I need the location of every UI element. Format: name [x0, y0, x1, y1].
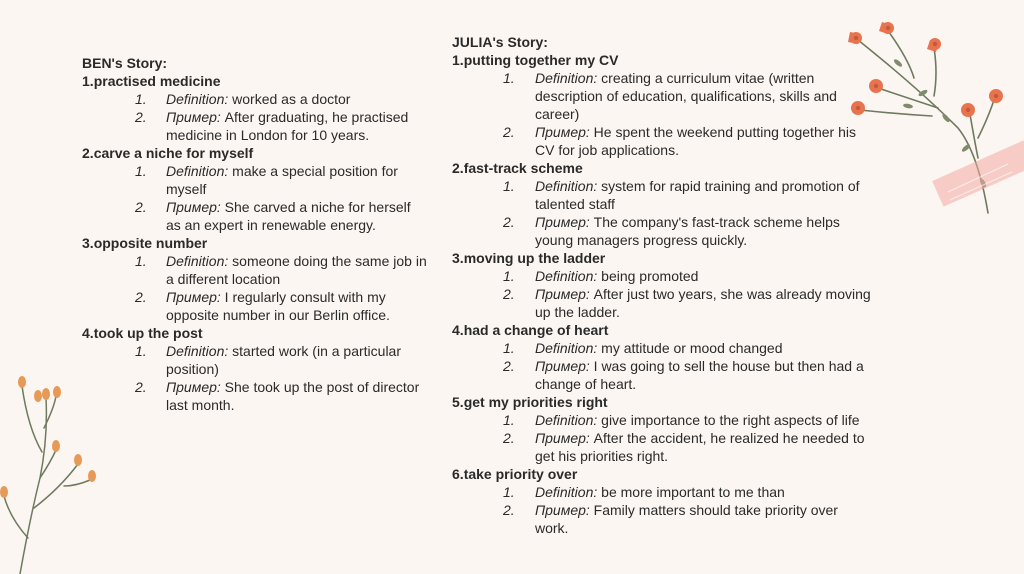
term-entry: [452, 51, 872, 159]
definition-item: [82, 342, 427, 378]
definition-item: [82, 252, 427, 288]
item-text: The company's fast-track scheme helps young managers progress quickly.: [535, 214, 840, 248]
item-number: 2.: [503, 286, 515, 302]
item-label: Definition:: [535, 178, 598, 194]
item-text: He spent the weekend putting together his CV for job applications.: [535, 124, 856, 158]
term-entry: [452, 159, 872, 249]
item-number: 2.: [135, 289, 147, 305]
item-text: someone doing the same job in a different location: [166, 253, 427, 287]
term-heading: practised medicine: [93, 73, 221, 89]
item-label: Пример:: [535, 358, 590, 374]
item-text: creating a curriculum vitae (written description of education, qualifications, skills and career): [535, 70, 837, 122]
item-label: Definition:: [166, 91, 229, 107]
item-label: Definition:: [166, 253, 229, 269]
item-text: my attitude or mood changed: [597, 340, 783, 356]
item-text: worked as a doctor: [228, 91, 351, 107]
term-number: 1.: [82, 73, 94, 89]
item-label: Пример:: [535, 124, 590, 140]
term-number: 2.: [82, 145, 94, 161]
item-text: started work (in a particular position): [166, 343, 401, 377]
item-number: 1.: [503, 268, 515, 284]
julia-story-column: [452, 33, 872, 537]
term-entry: [82, 144, 427, 234]
item-text: make a special position for myself: [166, 163, 398, 197]
term-number: 2.: [452, 160, 464, 176]
item-number: 1.: [503, 412, 515, 428]
item-number: 1.: [503, 70, 515, 86]
item-label: Пример:: [166, 379, 221, 395]
item-number: 1.: [135, 91, 147, 107]
item-text: After the accident, he realized he needed to get his priorities right.: [535, 430, 865, 464]
term-heading: putting together my CV: [463, 52, 619, 68]
definition-item: [452, 339, 872, 357]
example-item: [82, 198, 427, 234]
definition-item: [452, 177, 872, 213]
definition-item: [82, 162, 427, 198]
item-number: 1.: [503, 178, 515, 194]
term-number: 3.: [452, 250, 464, 266]
item-text: After graduating, he practised medicine in London for 10 years.: [166, 109, 409, 143]
example-item: [452, 357, 872, 393]
item-text: be more important to me than: [597, 484, 785, 500]
item-number: 1.: [503, 484, 515, 500]
item-text: I was going to sell the house but then had a change of heart.: [535, 358, 864, 392]
term-heading: opposite number: [93, 235, 208, 251]
item-label: Definition:: [535, 484, 598, 500]
term-heading: get my priorities right: [463, 394, 608, 410]
definition-item: [452, 483, 872, 501]
item-number: 1.: [135, 253, 147, 269]
item-label: Пример:: [535, 286, 590, 302]
example-item: [82, 288, 427, 324]
item-number: 2.: [503, 430, 515, 446]
story-title: BEN's Story:: [82, 55, 168, 71]
example-item: [452, 501, 872, 537]
term-number: 4.: [82, 325, 94, 341]
item-number: 2.: [503, 214, 515, 230]
example-item: [452, 213, 872, 249]
example-item: [82, 378, 427, 414]
term-entry: [82, 234, 427, 324]
item-text: She carved a niche for herself as an expert in renewable energy.: [166, 199, 411, 233]
example-item: [82, 108, 427, 144]
item-label: Definition:: [166, 343, 229, 359]
item-number: 2.: [135, 379, 147, 395]
example-item: [452, 429, 872, 465]
item-text: I regularly consult with my opposite number in our Berlin office.: [166, 289, 390, 323]
item-label: Пример:: [535, 502, 590, 518]
example-item: [452, 123, 872, 159]
item-text: system for rapid training and promotion of talented staff: [535, 178, 860, 212]
term-heading: fast-track scheme: [463, 160, 583, 176]
definition-item: [452, 69, 872, 123]
item-label: Definition:: [535, 412, 598, 428]
term-number: 5.: [452, 394, 464, 410]
item-number: 1.: [135, 163, 147, 179]
definition-item: [82, 90, 427, 108]
item-label: Пример:: [166, 109, 221, 125]
term-entry: [452, 465, 872, 537]
item-label: Definition:: [535, 268, 598, 284]
term-heading: moving up the ladder: [463, 250, 606, 266]
term-entry: [452, 393, 872, 465]
item-label: Пример:: [535, 430, 590, 446]
item-number: 1.: [503, 340, 515, 356]
item-number: 1.: [135, 343, 147, 359]
item-text: After just two years, she was already moving up the ladder.: [535, 286, 871, 320]
story-title: JULIA's Story:: [452, 34, 548, 50]
item-number: 2.: [135, 109, 147, 125]
example-item: [452, 285, 872, 321]
item-label: Definition:: [535, 70, 598, 86]
definition-item: [452, 411, 872, 429]
ben-story-column: [82, 54, 427, 414]
term-heading: take priority over: [463, 466, 578, 482]
item-text: give importance to the right aspects of life: [597, 412, 860, 428]
item-number: 2.: [135, 199, 147, 215]
term-heading: had a change of heart: [463, 322, 609, 338]
washi-tape-icon: [928, 140, 1024, 220]
item-label: Definition:: [166, 163, 229, 179]
item-number: 2.: [503, 358, 515, 374]
term-entry: [452, 321, 872, 393]
term-heading: took up the post: [93, 325, 203, 341]
definition-item: [452, 267, 872, 285]
item-number: 2.: [503, 502, 515, 518]
item-label: Пример:: [166, 199, 221, 215]
term-number: 3.: [82, 235, 94, 251]
item-label: Definition:: [535, 340, 598, 356]
term-number: 6.: [452, 466, 464, 482]
item-label: Пример:: [166, 289, 221, 305]
term-entry: [82, 324, 427, 414]
item-text: being promoted: [597, 268, 699, 284]
item-label: Пример:: [535, 214, 590, 230]
term-entry: [82, 72, 427, 144]
term-heading: carve a niche for myself: [93, 145, 254, 161]
item-text: She took up the post of director last month.: [166, 379, 420, 413]
term-number: 4.: [452, 322, 464, 338]
item-text: Family matters should take priority over work.: [535, 502, 838, 536]
item-number: 2.: [503, 124, 515, 140]
term-number: 1.: [452, 52, 464, 68]
term-entry: [452, 249, 872, 321]
